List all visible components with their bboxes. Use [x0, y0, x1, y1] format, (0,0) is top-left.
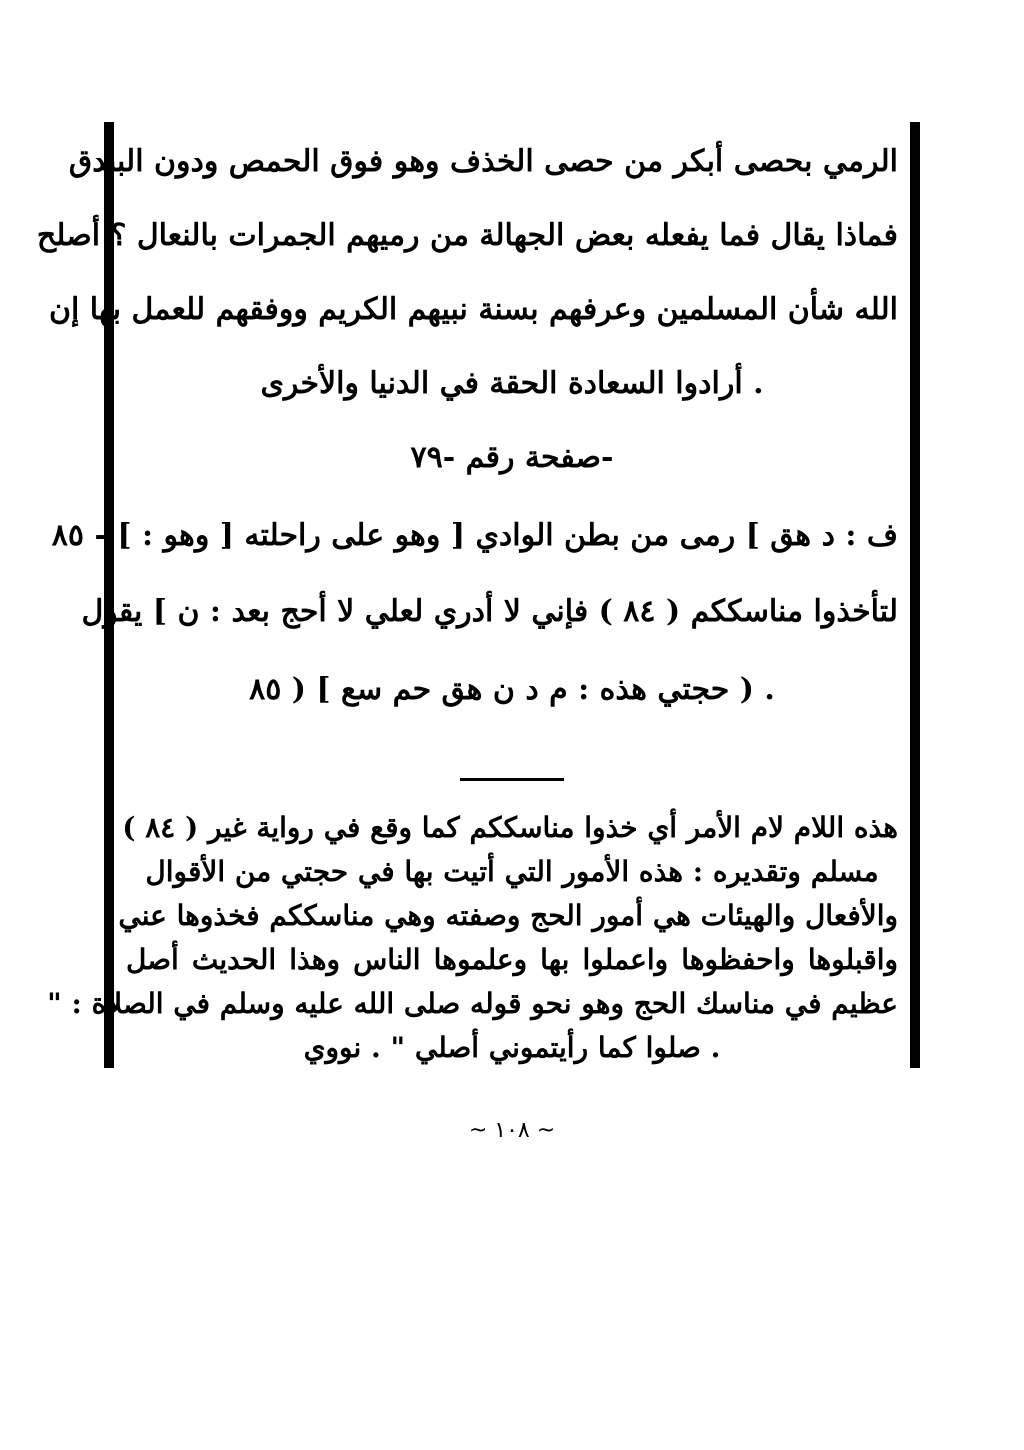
page-reference-label: -صفحة رقم -٧٩ [410, 440, 614, 475]
paragraph1-line-3: الله شأن المسلمين وعرفهم بسنة نبيهم الكريم ووفقهم للعمل بها إن [48, 292, 898, 327]
paragraph1-line-4: . أرادوا السعادة الحقة في الدنيا والأخرى [260, 366, 764, 401]
paragraph2-line-3: . ( حجتي هذه : م د ن هق حم سع ] ( ٨٥ [249, 672, 775, 707]
paragraph1-line-2: فماذا يقال فما يفعله بعض الجهالة من رميهم الجمرات بالنعال ؟ أصلح [36, 218, 898, 253]
paragraph2-line-1: ف : د هق ] رمى من بطن الوادي [ وهو على راحلته [ وهو : ] - ٨٥ [51, 518, 898, 553]
page-number: ~ ١٠٨ ~ [468, 1118, 556, 1143]
paragraph2-line-2: لتأخذوا مناسككم ( ٨٤ ) فإني لا أدري لعلي لا أحج بعد : ن ] يقول [81, 594, 898, 629]
paragraph1-line-1: الرمي بحصى أبكر من حصى الخذف وهو فوق الحمص ودون البندق [68, 144, 898, 179]
footnote-line-5: عظيم في مناسك الحج وهو نحو قوله صلى الله عليه وسلم في الصلاة : " [47, 987, 898, 1020]
footnote-line-3: والأفعال والهيئات هي أمور الحج وصفته وهي مناسككم فخذوها عني [118, 899, 898, 932]
footnote-line-4: واقبلوها واحفظوها واعملوا بها وعلموها الناس وهذا الحديث أصل [126, 943, 898, 976]
footnote-line-1: هذه اللام لام الأمر أي خذوا مناسككم كما وقع في رواية غير ( ٨٤ ) [122, 811, 898, 844]
footnote-continuation [36, 0, 920, 1450]
footnote-line-6: . صلوا كما رأيتموني أصلي " . نووي [303, 1031, 721, 1064]
footnote-line-2: مسلم وتقديره : هذه الأمور التي أتيت بها في حجتي من الأقوال [145, 855, 879, 888]
